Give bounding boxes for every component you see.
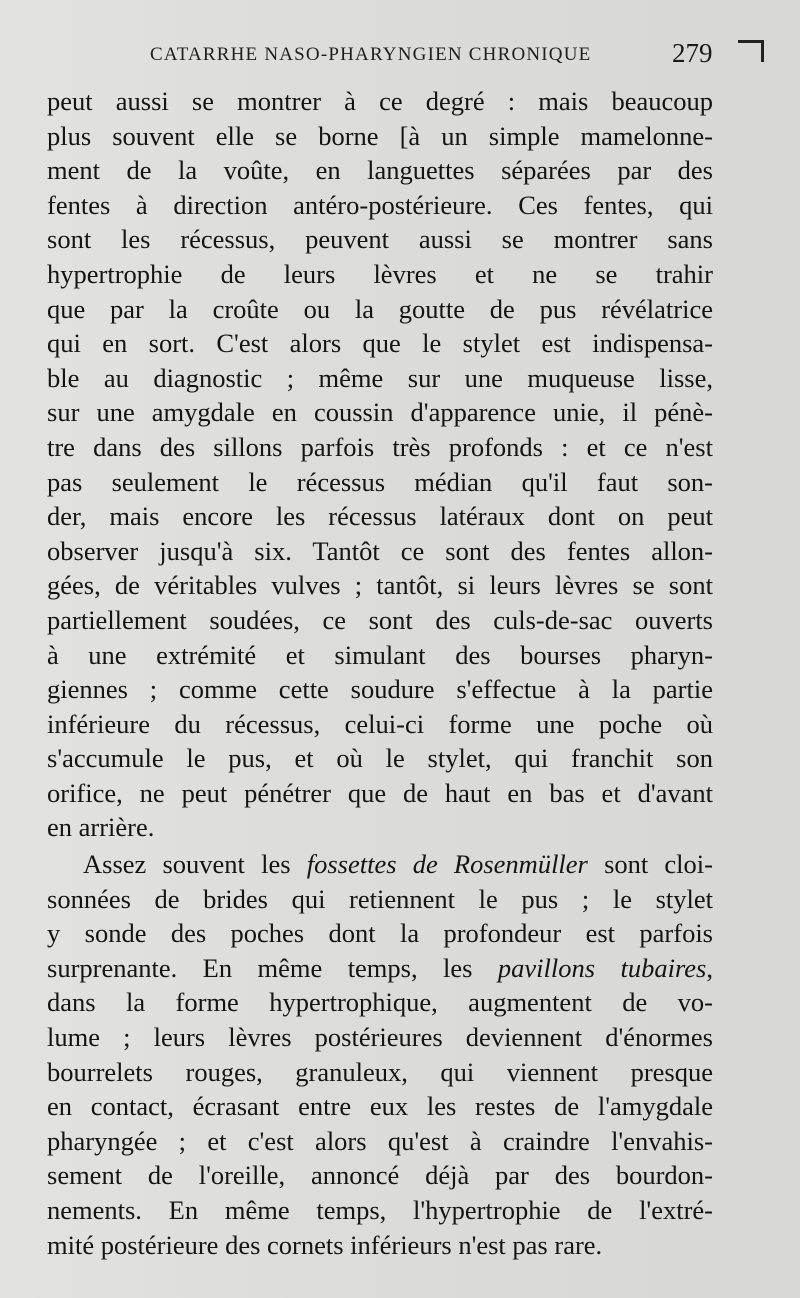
text-line: bourrelets rouges, granuleux, qui viennent presque	[47, 1056, 713, 1087]
paragraph-1	[47, 84, 713, 845]
text-line: observer jusqu'à six. Tantôt ce sont des fentes allon-	[47, 535, 713, 566]
text-run: surprenante. En même temps, les	[47, 952, 498, 983]
text-line: pas seulement le récessus médian qu'il faut son-	[47, 466, 713, 497]
body-text	[47, 84, 713, 1262]
text-run: Assez souvent les	[83, 849, 307, 880]
text-line: dans la forme hypertrophique, augmentent de vo-	[47, 987, 713, 1018]
text-line: sur une amygdale en coussin d'apparence unie, il pénè-	[47, 397, 713, 428]
text-line: der, mais encore les récessus latéraux dont on peut	[47, 501, 713, 532]
text-line: sonnées de brides qui retiennent le pus ; le stylet	[47, 883, 713, 914]
text-line: qui en sort. C'est alors que le stylet est indispensa-	[47, 328, 713, 359]
text-line: gées, de véritables vulves ; tantôt, si leurs lèvres se sont	[47, 570, 713, 601]
running-title: CATARRHE NASO-PHARYNGIEN CHRONIQUE	[150, 44, 592, 65]
text-line: lume ; leurs lèvres postérieures deviennent d'énormes	[47, 1022, 713, 1053]
paragraph-2	[47, 847, 713, 1262]
text-line: ble au diagnostic ; même sur une muqueuse lisse,	[47, 362, 713, 393]
text-line: orifice, ne peut pénétrer que de haut en bas et d'avant	[47, 777, 713, 808]
text-line: giennes ; comme cette soudure s'effectue à la partie	[47, 674, 713, 705]
italic-term: fossettes de Rosenmüller	[306, 849, 588, 880]
text-line: peut aussi se montrer à ce degré : mais beaucoup	[47, 86, 713, 116]
text-line: en contact, écrasant entre eux les restes de l'amygdale	[47, 1091, 713, 1122]
text-line: inférieure du récessus, celui-ci forme une poche où	[47, 708, 713, 739]
text-line: à une extrémité et simulant des bourses pharyn-	[47, 639, 713, 670]
page-header	[0, 38, 800, 78]
text-line: sement de l'oreille, annoncé déjà par des bourdon-	[47, 1160, 713, 1191]
text-line	[47, 951, 713, 986]
text-line: tre dans des sillons parfois très profonds : et ce n'est	[47, 431, 713, 462]
text-line-last: mité postérieure des cornets inférieurs n'est pas rare.	[47, 1229, 603, 1260]
text-line: ment de la voûte, en languettes séparées par des	[47, 155, 713, 186]
text-line: plus souvent elle se borne [à un simple mamelonne-	[47, 120, 713, 151]
italic-term: pavillons tubaires	[497, 952, 707, 983]
text-line: hypertrophie de leurs lèvres et ne se trahir	[47, 258, 713, 289]
page-number: 279	[672, 38, 713, 68]
text-line: sont les récessus, peuvent aussi se montrer sans	[47, 224, 713, 255]
text-line: nements. En même temps, l'hypertrophie de l'extré-	[47, 1195, 713, 1225]
text-line	[47, 847, 713, 882]
text-line: s'accumule le pus, et où le stylet, qui franchit son	[47, 743, 713, 774]
paragraph-2-continued	[47, 985, 713, 1227]
text-line: y sonde des poches dont la profondeur est parfois	[47, 918, 713, 949]
text-line: que par la croûte ou la goutte de pus révélatrice	[47, 293, 713, 324]
text-run: ,	[706, 952, 713, 983]
text-line: pharyngée ; et c'est alors qu'est à craindre l'envahis-	[47, 1125, 713, 1156]
text-line: en arrière.	[47, 812, 155, 843]
text-run: sont cloi-	[587, 849, 713, 880]
text-line: fentes à direction antéro-postérieure. Ces fentes, qui	[47, 189, 713, 220]
corner-bracket-mark	[738, 40, 764, 62]
text-line: partiellement soudées, ce sont des culs-de-sac ouverts	[47, 604, 713, 635]
